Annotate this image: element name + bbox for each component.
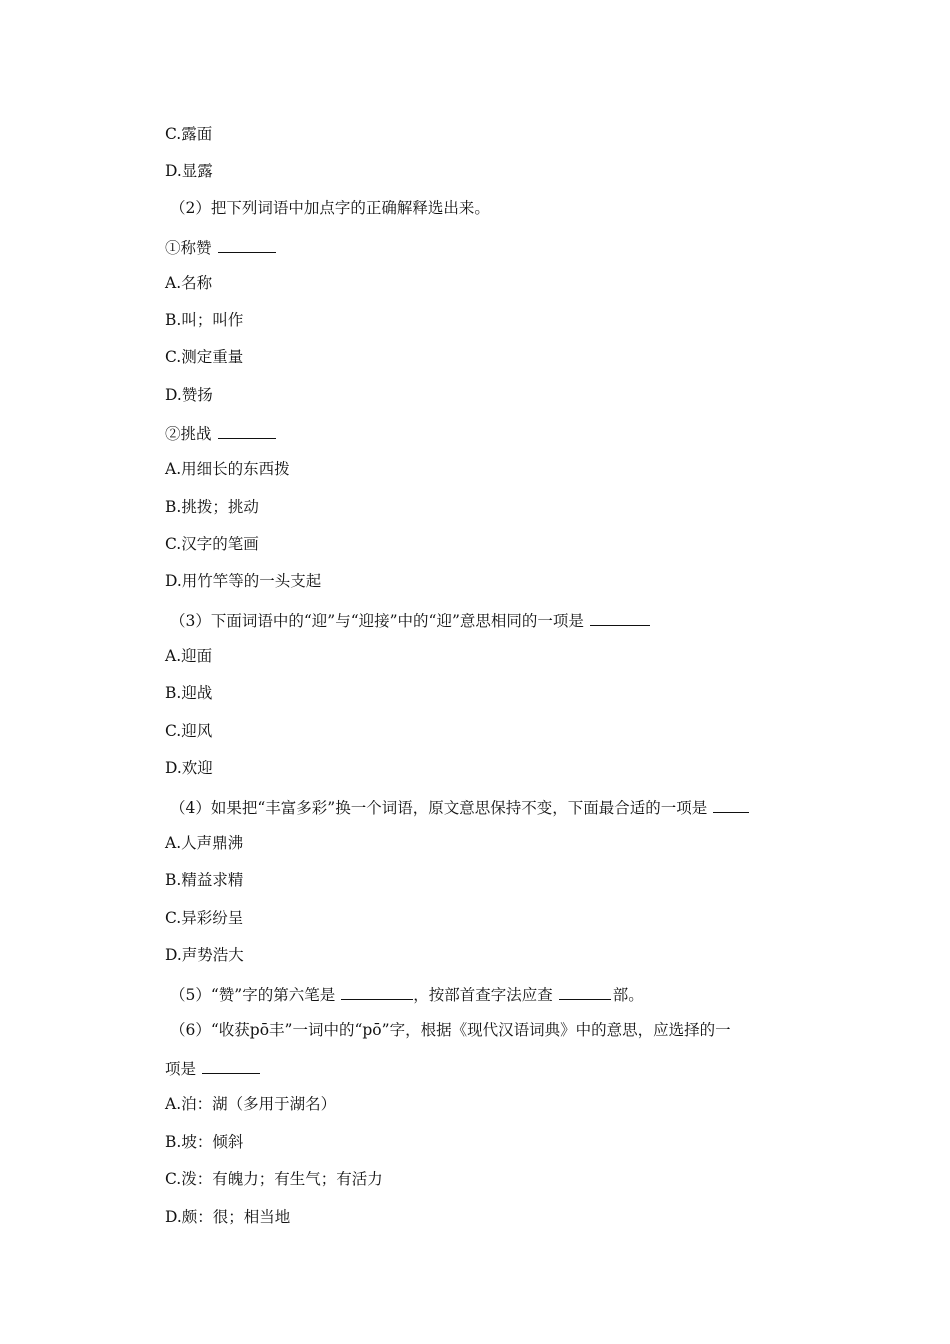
q4-line [170,796,749,818]
q5-line [170,983,644,1005]
q5-part1: （5）“赞”字的第六笔是 [170,986,336,1004]
q3-option-d: D.欢迎 [165,759,213,777]
q2-sub1-option-d: D.赞扬 [165,386,213,404]
q4-option-b: B.精益求精 [165,871,244,889]
q2-sub2-answer-blank[interactable] [218,422,276,439]
q3-option-b: B.迎战 [165,684,213,702]
q6-option-b: B.坡：倾斜 [165,1133,244,1151]
q5-stroke-blank[interactable] [341,983,413,1000]
q2-sub1-option-c: C.测定重量 [165,348,244,366]
q3-answer-blank[interactable] [590,609,650,626]
q2-sub1-word: ①称赞 [165,239,212,257]
q4-option-d: D.声势浩大 [165,946,244,964]
q1-option-d: D.显露 [165,162,213,180]
q2-sub1-option-b: B.叫；叫作 [165,311,244,329]
q2-prompt: （2）把下列词语中加点字的正确解释选出来。 [170,199,490,217]
q3-prompt: （3）下面词语中的“迎”与“迎接”中的“迎”意思相同的一项是 [170,612,584,630]
q6-line2-text: 项是 [165,1060,197,1078]
q2-sub1-answer-blank[interactable] [218,236,276,253]
q6-line1: （6）“收获pō丰”一词中的“pō”字，根据《现代汉语词典》中的意思，应选择的一 [170,1021,731,1039]
q1-option-c: C.露面 [165,125,213,143]
q4-prompt: （4）如果把“丰富多彩”换一个词语，原文意思保持不变，下面最合适的一项是 [170,799,708,817]
q2-sub2-word: ②挑战 [165,425,212,443]
q6-option-d: D.颇：很；相当地 [165,1208,291,1226]
q2-sub1-option-a: A.名称 [165,274,213,292]
q5-part3: 部。 [612,986,644,1004]
q6-option-a: A.泊：湖（多用于湖名） [165,1095,337,1113]
q6-option-c: C.泼：有魄力；有生气；有活力 [165,1170,383,1188]
q6-line2 [165,1057,260,1079]
q4-option-a: A.人声鼎沸 [165,834,244,852]
q3-option-c: C.迎风 [165,722,213,740]
q2-sub2-line [165,422,276,444]
q3-line [170,609,650,631]
q2-sub2-option-d: D.用竹竿等的一头支起 [165,572,322,590]
q2-sub2-option-c: C.汉字的笔画 [165,535,259,553]
q2-sub2-option-a: A.用细长的东西拨 [165,460,290,478]
q2-sub2-option-b: B.挑拨；挑动 [165,498,259,516]
q5-part2: ，按部首查字法应查 [413,986,553,1004]
q3-option-a: A.迎面 [165,647,213,665]
q4-option-c: C.异彩纷呈 [165,909,244,927]
q5-radical-blank[interactable] [559,983,611,1000]
q4-answer-blank[interactable] [713,796,749,813]
q6-answer-blank[interactable] [202,1057,260,1074]
q2-sub1-line [165,236,276,258]
